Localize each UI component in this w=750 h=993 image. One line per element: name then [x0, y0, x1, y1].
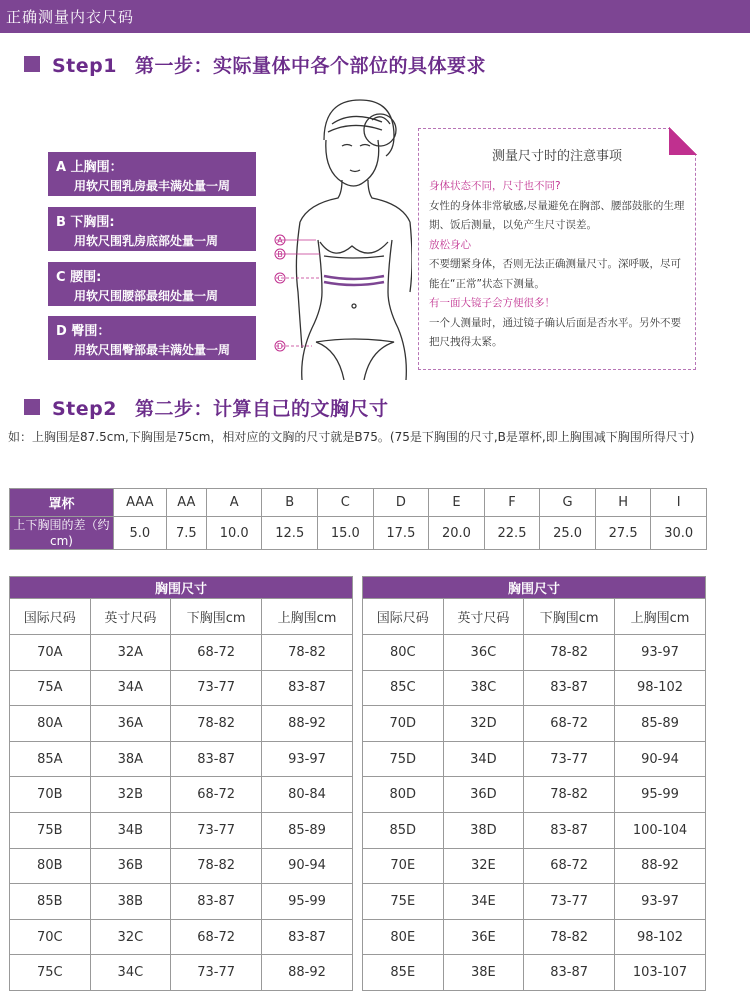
diff-cell: 10.0 [206, 517, 262, 550]
table-cell: 73-77 [171, 670, 262, 706]
header-cell: 英寸尺码 [443, 599, 524, 635]
notes-title: 测量尺寸时的注意事项 [491, 149, 622, 164]
table-cell: 100-104 [615, 812, 706, 848]
table-cell: 83-87 [171, 884, 262, 920]
table-cell: 36D [443, 777, 524, 813]
table-cell: 88-92 [615, 848, 706, 884]
table-cell: 83-87 [524, 812, 615, 848]
measure-name: B 下胸围: [56, 215, 115, 230]
diff-row-label: 上下胸围的差（约cm) [10, 517, 114, 550]
cup-row-label: 罩杯 [10, 489, 114, 517]
measure-label-d [48, 316, 256, 360]
table-row [10, 635, 353, 671]
measure-label-b [48, 207, 256, 251]
diff-cell: 27.5 [595, 517, 651, 550]
table-cell: 68-72 [171, 635, 262, 671]
cup-cell: C [318, 489, 374, 517]
cup-cell: H [595, 489, 651, 517]
table-cell: 83-87 [262, 670, 353, 706]
table-cell: 38B [90, 884, 171, 920]
table-cell: 80B [10, 848, 91, 884]
step2-number: Step2 [52, 397, 117, 420]
table-cell: 85A [10, 741, 91, 777]
measure-label-a [48, 152, 256, 196]
cup-cell: E [429, 489, 485, 517]
table-row [363, 812, 706, 848]
table-cell: 75D [363, 741, 444, 777]
table-cell: 32C [90, 919, 171, 955]
step2-heading [24, 393, 389, 421]
table-cell: 73-77 [524, 884, 615, 920]
cup-cell: D [373, 489, 429, 517]
table-row [10, 706, 353, 742]
diff-cell: 30.0 [651, 517, 707, 550]
table-cell: 85E [363, 955, 444, 991]
measurement-notes-box [418, 128, 696, 370]
table-cell: 73-77 [171, 955, 262, 991]
size-table-caption: 胸围尺寸 [363, 577, 706, 599]
table-cell: 32E [443, 848, 524, 884]
table-cell: 95-99 [615, 777, 706, 813]
table-cell: 98-102 [615, 670, 706, 706]
cup-cell: F [484, 489, 540, 517]
cup-cell: B [262, 489, 318, 517]
example-text: 如：上胸围是87.5cm,下胸围是75cm，相对应的文胸的尺寸就是B75。(75是下胸围的尺寸,B是罩杯,即上胸围减下胸围所得尺寸) [8, 430, 695, 444]
purple-square-icon [24, 56, 40, 72]
diff-cell: 25.0 [540, 517, 596, 550]
table-cell: 98-102 [615, 919, 706, 955]
table-cell: 78-82 [171, 848, 262, 884]
table-cell: 32A [90, 635, 171, 671]
notes-heading-2: 放松身心 [429, 238, 471, 251]
table-cell: 68-72 [524, 848, 615, 884]
body-outline-figure [262, 80, 412, 380]
header-cell: 英寸尺码 [90, 599, 171, 635]
table-cell: 34C [90, 955, 171, 991]
table-cell: 88-92 [262, 955, 353, 991]
table-cell: 68-72 [171, 919, 262, 955]
measure-label-c [48, 262, 256, 306]
cup-cell: AA [166, 489, 206, 517]
table-cell: 73-77 [524, 741, 615, 777]
table-cell: 70D [363, 706, 444, 742]
table-cell: 75E [363, 884, 444, 920]
table-row [10, 884, 353, 920]
measure-desc: 用软尺围乳房底部处量一周 [74, 234, 219, 248]
size-table-right [362, 576, 706, 991]
table-row [10, 670, 353, 706]
diff-cell: 20.0 [429, 517, 485, 550]
table-cell: 32B [90, 777, 171, 813]
table-cell: 75B [10, 812, 91, 848]
table-cell: 34D [443, 741, 524, 777]
table-cell: 93-97 [262, 741, 353, 777]
table-cell: 36A [90, 706, 171, 742]
table-cell: 93-97 [615, 635, 706, 671]
cup-cell: I [651, 489, 707, 517]
table-cell: 34B [90, 812, 171, 848]
cup-cell: G [540, 489, 596, 517]
header-bar [0, 0, 750, 33]
measure-desc: 用软尺围臀部最丰满处量一周 [74, 343, 231, 357]
notes-text-3: 一个人测量时，通过镜子确认后面是否水平。另外不要把尺拽得太紧。 [429, 316, 681, 348]
mark-c: C [277, 274, 283, 283]
table-cell: 78-82 [524, 919, 615, 955]
table-cell: 85B [10, 884, 91, 920]
size-table-caption: 胸围尺寸 [10, 577, 353, 599]
measure-desc: 用软尺围腰部最细处量一周 [74, 289, 219, 303]
step1-number: Step1 [52, 54, 117, 77]
table-row [363, 955, 706, 991]
measure-name: A 上胸围： [56, 160, 123, 175]
table-cell: 70E [363, 848, 444, 884]
page-title: 正确测量内衣尺码 [6, 8, 135, 26]
size-table-left [9, 576, 353, 991]
diff-cell: 22.5 [484, 517, 540, 550]
table-cell: 70B [10, 777, 91, 813]
notes-heading-1: 身体状态不同，尺寸也不同? [429, 180, 561, 192]
mark-b: B [277, 250, 283, 259]
table-cell: 90-94 [262, 848, 353, 884]
table-cell: 83-87 [524, 670, 615, 706]
table-cell: 85C [363, 670, 444, 706]
table-cell: 85-89 [262, 812, 353, 848]
table-cell: 34E [443, 884, 524, 920]
table-cell: 78-82 [171, 706, 262, 742]
table-cell: 80E [363, 919, 444, 955]
table-row [363, 884, 706, 920]
step1-title: 第一步：实际量体中各个部位的具体要求 [134, 54, 486, 77]
table-row [10, 955, 353, 991]
table-row [363, 706, 706, 742]
table-cell: 32D [443, 706, 524, 742]
table-cell: 83-87 [262, 919, 353, 955]
step1-heading [24, 50, 486, 78]
table-cell: 78-82 [262, 635, 353, 671]
table-cell: 68-72 [524, 706, 615, 742]
header-cell: 上胸围cm [615, 599, 706, 635]
table-cell: 73-77 [171, 812, 262, 848]
table-cell: 36E [443, 919, 524, 955]
table-row [363, 635, 706, 671]
table-cell: 90-94 [615, 741, 706, 777]
table-row [363, 848, 706, 884]
table-row [10, 741, 353, 777]
cup-cell: AAA [114, 489, 167, 517]
table-cell: 85D [363, 812, 444, 848]
header-cell: 下胸围cm [171, 599, 262, 635]
header-cell: 上胸围cm [262, 599, 353, 635]
diff-cell: 17.5 [373, 517, 429, 550]
measure-name: C 腰围: [56, 270, 102, 285]
purple-square-icon [24, 399, 40, 415]
diff-cell: 15.0 [318, 517, 374, 550]
table-cell: 83-87 [524, 955, 615, 991]
table-cell: 38C [443, 670, 524, 706]
header-cell: 国际尺码 [10, 599, 91, 635]
table-cell: 75C [10, 955, 91, 991]
header-cell: 国际尺码 [363, 599, 444, 635]
diff-row [10, 517, 707, 550]
table-row [10, 777, 353, 813]
table-cell: 103-107 [615, 955, 706, 991]
table-cell: 85-89 [615, 706, 706, 742]
table-cell: 70C [10, 919, 91, 955]
cup-row [10, 489, 707, 517]
table-cell: 38E [443, 955, 524, 991]
size-table-header [10, 599, 353, 635]
table-cell: 95-99 [262, 884, 353, 920]
notes-text-2: 不要绷紧身体，否则无法正确测量尺寸。深呼吸，尽可能在“正常”状态下测量。 [429, 258, 681, 290]
step2-title: 第二步：计算自己的文胸尺寸 [134, 397, 389, 420]
notes-body [429, 177, 689, 353]
diff-cell: 5.0 [114, 517, 167, 550]
table-cell: 75A [10, 670, 91, 706]
table-cell: 80-84 [262, 777, 353, 813]
cup-size-table [9, 488, 707, 550]
table-cell: 38A [90, 741, 171, 777]
table-row [363, 777, 706, 813]
table-cell: 36B [90, 848, 171, 884]
table-row [363, 670, 706, 706]
table-cell: 34A [90, 670, 171, 706]
table-cell: 68-72 [171, 777, 262, 813]
table-cell: 93-97 [615, 884, 706, 920]
measure-desc: 用软尺围乳房最丰满处量一周 [74, 179, 231, 193]
table-cell: 78-82 [524, 635, 615, 671]
table-row [10, 848, 353, 884]
notes-heading-3: 有一面大镜子会方便很多！ [429, 297, 555, 309]
table-cell: 80D [363, 777, 444, 813]
table-cell: 36C [443, 635, 524, 671]
table-cell: 80A [10, 706, 91, 742]
table-row [10, 812, 353, 848]
measure-name: D 臀围： [56, 324, 111, 339]
cup-cell: A [206, 489, 262, 517]
mark-a: A [277, 236, 283, 245]
header-cell: 下胸围cm [524, 599, 615, 635]
table-cell: 83-87 [171, 741, 262, 777]
table-row [363, 919, 706, 955]
size-table-header [363, 599, 706, 635]
table-row [363, 741, 706, 777]
table-row [10, 919, 353, 955]
mark-d: D [276, 342, 284, 351]
table-cell: 78-82 [524, 777, 615, 813]
diff-cell: 12.5 [262, 517, 318, 550]
table-cell: 70A [10, 635, 91, 671]
diff-cell: 7.5 [166, 517, 206, 550]
table-cell: 88-92 [262, 706, 353, 742]
table-cell: 80C [363, 635, 444, 671]
table-cell: 38D [443, 812, 524, 848]
notes-text-1: 女性的身体非常敏感,尽量避免在胸部、腰部鼓胀的生理期、饭后测量，以免产生尺寸误差。 [429, 199, 685, 231]
